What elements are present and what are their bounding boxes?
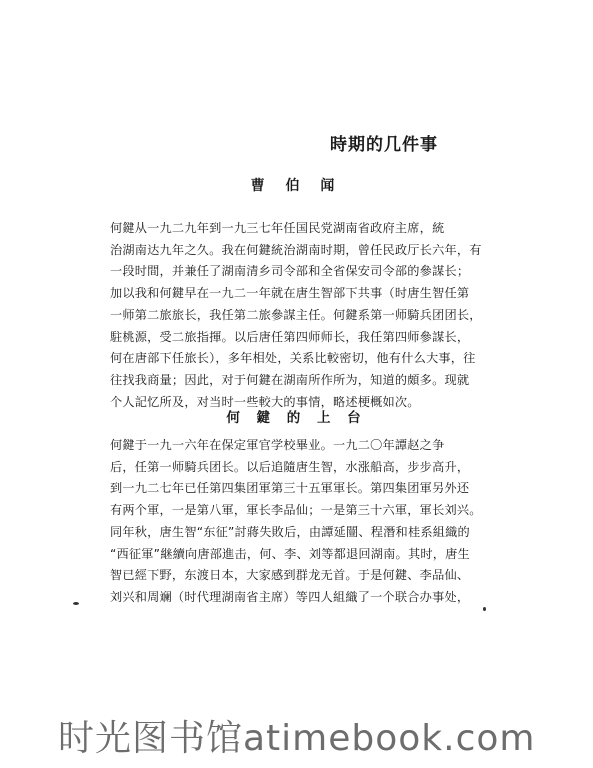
text-line: 有两个軍，一是第八軍，軍长李品仙；一是第三十六軍，軍长刘兴。 — [110, 503, 482, 518]
text-line: 往找我商量；因此，对于何鍵在湖南所作所为，知道的頗多。现就 — [110, 372, 470, 387]
text-line: 何在唐部下任旅长），多年相处，关系比較密切，他有什么大事，往 — [110, 351, 476, 366]
scan-speck — [73, 602, 79, 605]
scan-speck — [483, 607, 486, 611]
section-heading: 何 鍵 的 上 台 — [226, 410, 367, 426]
text-line: 一段时間，并兼任了湖南清乡司令部和全省保安司令部的參謀长； — [110, 264, 470, 279]
text-line: 加以我和何鍵早在一九二一年就在唐生智部下共事（时唐生智任第 — [110, 286, 470, 301]
text-line: 何鍵于一九一六年在保定軍官学校畢业。一九二〇年譚赵之争 — [110, 438, 445, 452]
text-line: 到一九二七年已任第四集团軍第三十五軍軍长。第四集团軍另外还 — [110, 481, 470, 496]
author-name: 曹 伯 闻 — [250, 178, 343, 194]
text-line: 何鍵从一九二九年到一九三七年任国民党湖南省政府主席，統 — [110, 221, 445, 235]
text-line: 刘兴和周斓（时代理湖南省主席）等四人組織了一个联合办事处， — [110, 589, 470, 604]
text-line: 一师第二旅旅长，我任第二旅參謀主任。何鍵系第一师騎兵团团长， — [110, 307, 482, 322]
text-line: 駐桃源，受二旅指揮。以后唐任第四师师长，我任第四师參謀长， — [110, 329, 470, 344]
text-line: 同年秋，唐生智“东征”討蔣失敗后，由譚延闓、程潛和桂系組織的 — [110, 524, 470, 539]
text-line: 个人記忆所及，对当时一些較大的事情，略述梗概如次。 — [110, 394, 420, 409]
text-line: 智已經下野，东渡日本，大家感到群龙无首。于是何鍵、李品仙、 — [110, 568, 470, 583]
paragraph-2 — [110, 435, 520, 609]
text-line: 后，任第一师騎兵团长。以后追隨唐生智，水涨船高，步步高升， — [110, 459, 470, 474]
watermark-text: 时光图书馆atimebook.com — [58, 718, 536, 759]
paragraph-1 — [110, 218, 520, 413]
text-line: 治湖南达九年之久。我在何鍵統治湖南时期，曾任民政厅长六年，有 — [110, 242, 482, 257]
article-title: 時期的几件事 — [330, 135, 438, 155]
text-line: “西征軍”継續向唐部進击，何、李、刘等都退回湖南。其时，唐生 — [110, 546, 470, 561]
